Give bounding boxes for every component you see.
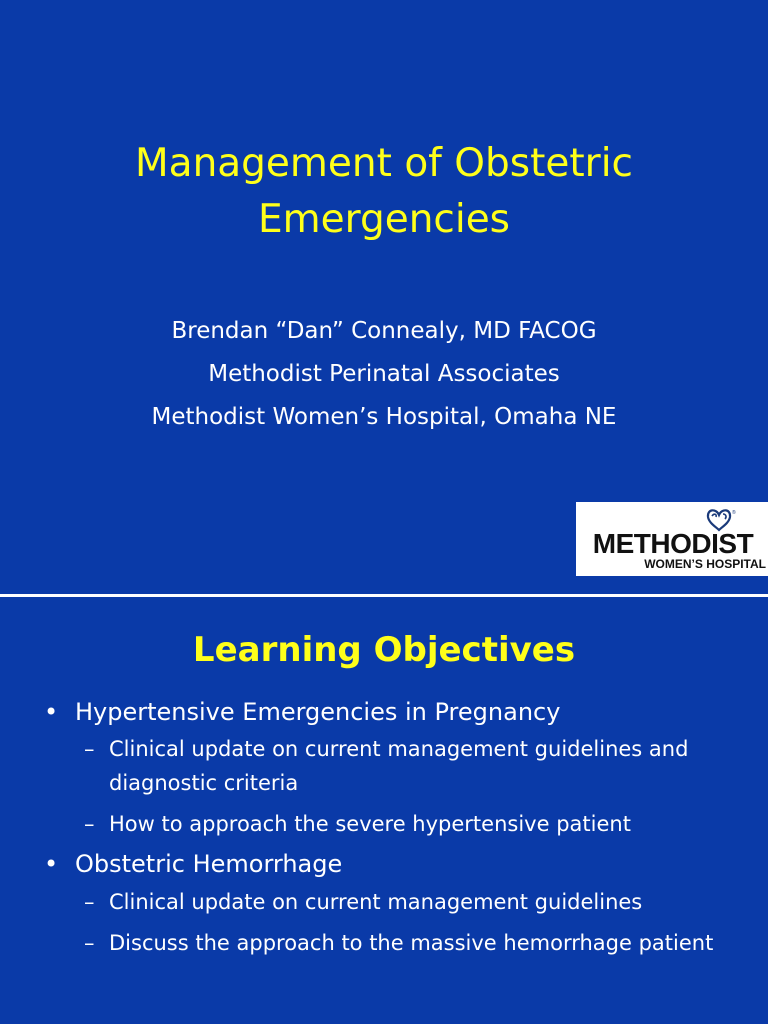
logo-wordmark: METHODIST	[592, 528, 754, 559]
list-item	[44, 806, 744, 842]
list-item	[44, 732, 744, 800]
list-item	[44, 926, 744, 960]
presenter-hospital: Methodist Women’s Hospital, Omaha NE	[151, 404, 617, 430]
objectives-heading: Learning Objectives	[192, 630, 576, 670]
list-item	[44, 846, 744, 882]
dash-glyph: –	[84, 890, 95, 914]
svg-text:®: ®	[732, 510, 736, 516]
sub-item-text: Clinical update on current management guidelines	[109, 890, 643, 914]
presenter-name: Brendan “Dan” Connealy, MD FACOG	[171, 318, 597, 344]
bullet-glyph: •	[44, 698, 59, 726]
dash-glyph: –	[84, 812, 95, 836]
bullet-glyph: •	[44, 850, 59, 878]
title-line-2: Emergencies	[257, 197, 511, 242]
methodist-logo	[576, 502, 768, 576]
dash-glyph: –	[84, 737, 95, 761]
slide-title-heading	[40, 136, 728, 248]
sub-item-text: Clinical update on current management guidelines and diagnostic criteria	[109, 737, 689, 795]
objectives-list	[44, 694, 744, 960]
logo-subtitle: WOMEN’S HOSPITAL	[644, 557, 766, 571]
section-label: Hypertensive Emergencies in Pregnancy	[75, 698, 561, 726]
sub-item-text: Discuss the approach to the massive hemorrhage patient	[109, 931, 714, 955]
list-item	[44, 694, 744, 730]
list-item	[44, 884, 744, 920]
presenter-group: Methodist Perinatal Associates	[208, 361, 560, 387]
presenter-info	[40, 310, 728, 439]
title-line-1: Management of Obstetric	[135, 141, 633, 186]
section-label: Obstetric Hemorrhage	[75, 850, 343, 878]
slide-objectives	[0, 597, 768, 1024]
sub-item-text: How to approach the severe hypertensive patient	[109, 812, 631, 836]
dash-glyph: –	[84, 931, 95, 955]
